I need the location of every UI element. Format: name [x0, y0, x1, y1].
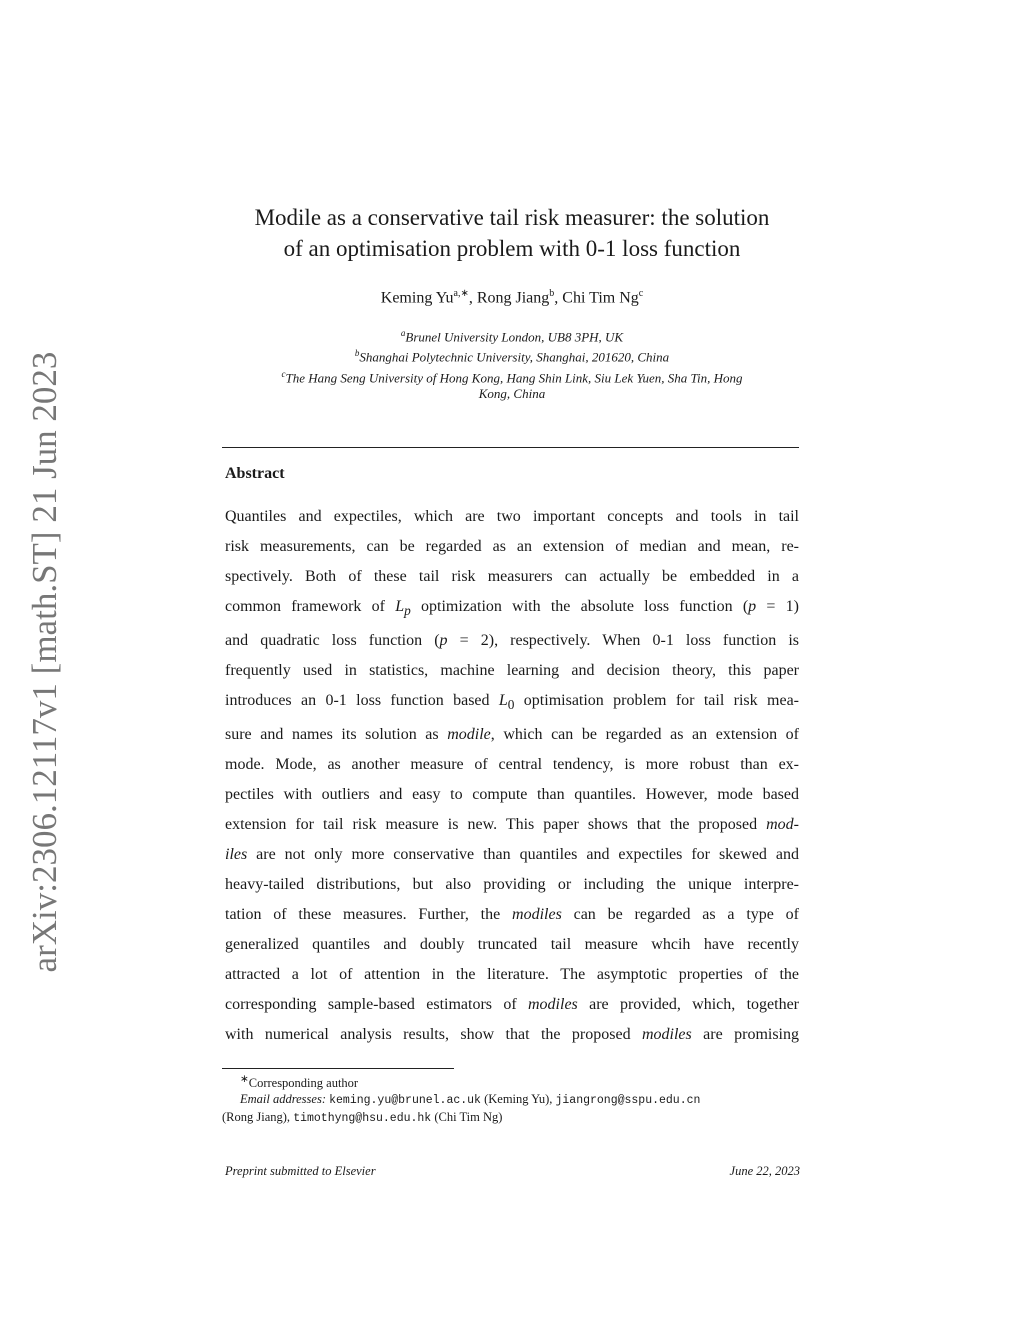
email-link-2[interactable]: jiangrong@sspu.edu.cn: [555, 1094, 701, 1108]
abstract-line: mode. Mode, as another measure of central tendency, is more robust than ex-: [225, 756, 799, 774]
affiliation-c: $^c$The Hang Seng University of Hong Kong, Hang Shin Link, Siu Lek Yuen, Sha Tin, Hong: [281, 368, 743, 385]
author-2: Rong Jiang: [476, 289, 550, 307]
footnote-corresponding: ∗Corresponding author: [240, 1074, 359, 1091]
arxiv-identifier: arXiv:2306.12117v1 [math.ST] 21 Jun 2023: [25, 351, 64, 973]
email-link-3[interactable]: timothyng@hsu.edu.hk: [293, 1112, 432, 1126]
footnote-rule: [222, 1068, 454, 1069]
author-3: Chi Tim Ng: [562, 289, 639, 307]
abstract-line: pectiles with outliers and easy to compute than quantiles. However, mode based: [225, 786, 799, 804]
abstract-body: [225, 502, 799, 1050]
abstract-line: introduces an 0-1 loss function based $L_0$ optimisation problem for tail risk mea-: [225, 692, 799, 713]
author-1: Keming Yu: [380, 289, 454, 307]
abstract-line: risk measurements, can be regarded as an extension of median and mean, re-: [225, 538, 799, 555]
abstract-line: corresponding sample-based estimators of modiles are provided, which, together: [225, 996, 799, 1014]
author-2-sup: b: [549, 288, 555, 299]
abstract-heading: Abstract: [225, 465, 285, 482]
title-line-2: of an optimisation problem with 0-1 loss function: [283, 236, 741, 261]
footer-preprint: Preprint submitted to Elsevier: [225, 1164, 376, 1178]
arxiv-sidebar: [0, 0, 90, 1325]
abstract-line: extension for tail risk measure is new. This paper shows that the proposed mod-: [225, 816, 799, 834]
affiliation-b: $^b$Shanghai Polytechnic University, Shanghai, 201620, China: [354, 348, 670, 365]
footnote-emails-cont: (Rong Jiang), timothyng@hsu.edu.hk (Chi Tim Ng): [222, 1110, 503, 1126]
affiliation-c-cont: Kong, China: [478, 385, 546, 401]
abstract-line: common framework of $L_p$ optimization with the absolute loss function (p = 1): [225, 598, 799, 619]
footnote-emails: Email addresses: keming.yu@brunel.ac.uk (Keming Yu), jiangrong@sspu.edu.cn: [240, 1092, 701, 1108]
abstract-line: sure and names its solution as modile, which can be regarded as an extension of: [225, 726, 799, 744]
abstract-line: spectively. Both of these tail risk measurers can actually be embedded in a: [225, 568, 799, 585]
author-3-sup: c: [638, 288, 644, 299]
abstract-top-rule: [222, 447, 799, 448]
abstract-line: generalized quantiles and doubly truncated tail measure whcih have recently: [225, 936, 799, 954]
abstract-line: Quantiles and expectiles, which are two important concepts and tools in tail: [225, 508, 799, 525]
author-1-sup: a,∗: [453, 288, 469, 299]
abstract-line: heavy-tailed distributions, but also providing or including the unique interpre-: [225, 876, 799, 894]
author-list: Keming $Yu^{a,∗}$, Rong Jiang$^b$, Chi Tim Ng$^c$: [380, 288, 644, 307]
footnote: [222, 1072, 802, 1127]
abstract-line: attracted a lot of attention in the literature. The asymptotic properties of the: [225, 966, 799, 984]
title-line-1: Modile as a conservative tail risk measurer: the solution: [254, 205, 770, 230]
abstract-line: and quadratic loss function (p = 2), respectively. When 0-1 loss function is: [225, 632, 799, 650]
footer-date: June 22, 2023: [729, 1164, 800, 1178]
email-link-1[interactable]: keming.yu@brunel.ac.uk: [329, 1094, 481, 1108]
abstract-line: frequently used in statistics, machine learning and decision theory, this paper: [225, 662, 799, 680]
abstract-line: with numerical analysis results, show that the proposed modiles are promising: [225, 1026, 799, 1044]
affiliation-a: $^a$Brunel University London, UB8 3PH, UK: [400, 328, 624, 345]
abstract-line: tation of these measures. Further, the modiles can be regarded as a type of: [225, 906, 799, 924]
abstract-line: iles are not only more conservative than quantiles and expectiles for skewed and: [225, 846, 799, 864]
paper-title: [222, 202, 802, 264]
affiliations: [222, 325, 802, 402]
